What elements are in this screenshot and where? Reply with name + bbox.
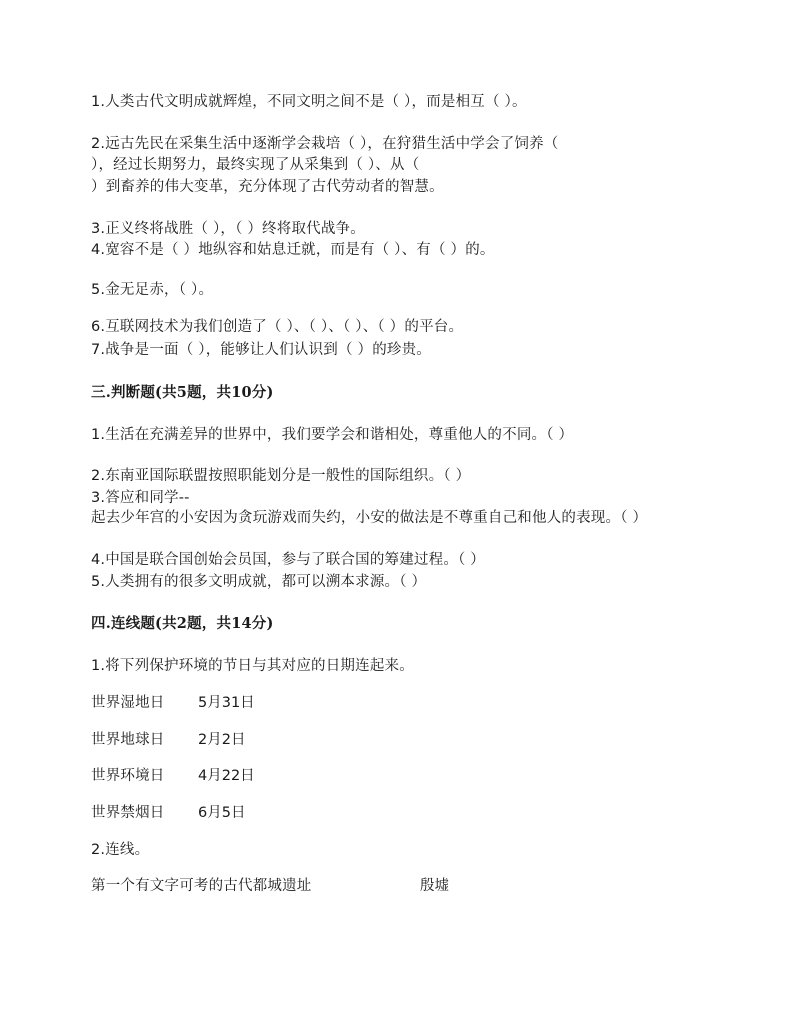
judge-question-3-line-1: 3.答应和同学-- [91, 490, 190, 506]
fill-question-5: 5.金无足赤，（ ）。 [91, 282, 214, 298]
match-right-item: 5月31日 [198, 695, 255, 711]
section-4-heading: 四.连线题(共2题，共14分) [91, 615, 274, 632]
match-2-left-item: 第一个有文字可考的古代都城遗址 [91, 878, 312, 894]
fill-question-2-line-1: 2.远古先民在采集生活中逐渐学会栽培（ ），在狩猎生活中学会了饲养（ [91, 136, 559, 152]
match-question-2: 2.连线。 [91, 842, 150, 858]
judge-question-3-line-2: 起去少年宫的小安因为贪玩游戏而失约，小安的做法是不尊重自己和他人的表现。（ ） [91, 510, 648, 526]
match-right-item: 4月22日 [198, 768, 255, 784]
match-right-item: 6月5日 [198, 805, 246, 821]
match-left-item: 世界地球日 [91, 732, 165, 748]
fill-question-3: 3.正义终将战胜（ ），（ ）终将取代战争。 [91, 221, 365, 237]
match-right-item: 2月2日 [198, 732, 246, 748]
fill-question-1: 1.人类古代文明成就辉煌，不同文明之间不是（ ），而是相互（ ）。 [91, 94, 527, 110]
fill-question-4: 4.宽容不是（ ）地纵容和姑息迁就，而是有（ ）、有（ ）的。 [91, 242, 495, 258]
match-2-right-item: 殷墟 [420, 878, 449, 894]
section-3-heading: 三.判断题(共5题，共10分) [91, 384, 274, 401]
match-left-item: 世界湿地日 [91, 695, 165, 711]
judge-question-4: 4.中国是联合国创始会员国，参与了联合国的筹建过程。（ ） [91, 552, 485, 568]
match-left-item: 世界环境日 [91, 768, 165, 784]
judge-question-1: 1.生活在充满差异的世界中，我们要学会和谐相处，尊重他人的不同。（ ） [91, 427, 574, 443]
judge-question-2: 2.东南亚国际联盟按照职能划分是一般性的国际组织。（ ） [91, 468, 471, 484]
fill-question-2-line-2: ），经过长期努力，最终实现了从采集到（ ）、从（ [91, 157, 420, 173]
fill-question-6: 6.互联网技术为我们创造了（ ）、（ ）、（ ）、（ ）的平台。 [91, 319, 464, 335]
match-question-1: 1.将下列保护环境的节日与其对应的日期连起来。 [91, 658, 414, 674]
judge-question-5: 5.人类拥有的很多文明成就，都可以溯本求源。（ ） [91, 574, 427, 590]
fill-question-2-line-3: ）到畜养的伟大变革，充分体现了古代劳动者的智慧。 [91, 179, 444, 195]
match-left-item: 世界禁烟日 [91, 805, 165, 821]
fill-question-7: 7.战争是一面（ ），能够让人们认识到（ ）的珍贵。 [91, 342, 432, 358]
